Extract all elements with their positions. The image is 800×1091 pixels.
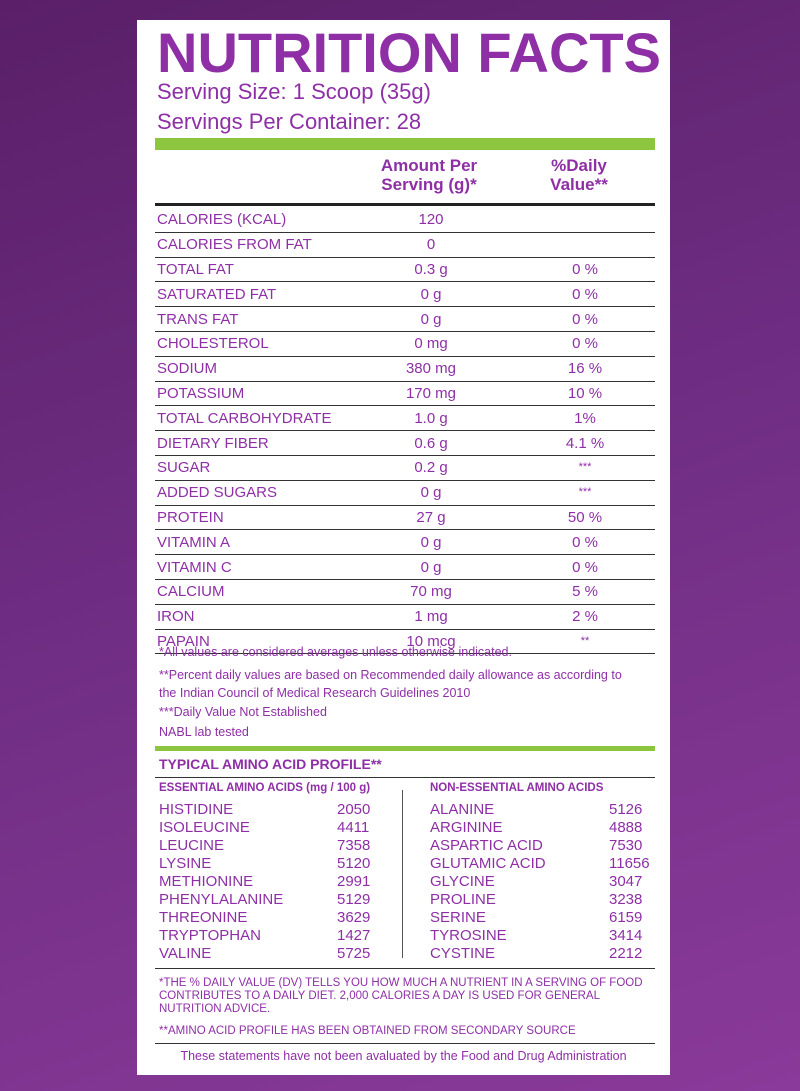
thick-rule (155, 203, 655, 206)
nutrient-amount: 0 g (371, 282, 491, 307)
dv-header-line1: %Daily (551, 156, 607, 175)
amino-row (430, 837, 660, 855)
nutrient-row (155, 431, 655, 456)
nutrient-name: IRON (155, 604, 371, 629)
nutrient-amount: 1.0 g (371, 406, 491, 431)
nutrient-amount: 170 mg (371, 381, 491, 406)
amount-column-header (359, 156, 499, 194)
nutrient-daily-value: *** (491, 455, 655, 480)
nutrient-daily-value: 0 % (491, 282, 655, 307)
amino-name: LEUCINE (159, 837, 225, 854)
nutrient-name: CHOLESTEROL (155, 331, 371, 356)
nutrient-name: TRANS FAT (155, 307, 371, 332)
amino-value: 5129 (337, 891, 371, 908)
amino-profile-title: TYPICAL AMINO ACID PROFILE** (159, 756, 382, 772)
nutrient-row (155, 480, 655, 505)
amino-value: 5126 (609, 801, 643, 818)
essential-amino-heading: ESSENTIAL AMINO ACIDS (mg / 100 g) (159, 782, 371, 794)
amino-column-divider (402, 790, 403, 958)
nutrient-name: POTASSIUM (155, 381, 371, 406)
nutrient-row (155, 208, 655, 232)
nutrient-name: ADDED SUGARS (155, 480, 371, 505)
note-nabl: NABL lab tested (159, 725, 249, 739)
dv-header-line2: Value** (550, 175, 608, 194)
amino-name: LYSINE (159, 855, 212, 872)
amino-row (159, 819, 399, 837)
nonessential-amino-heading: NON-ESSENTIAL AMINO ACIDS (430, 782, 604, 794)
nutrient-amount: 0 g (371, 530, 491, 555)
amino-row (159, 801, 399, 819)
nutrient-daily-value: ** (491, 629, 655, 654)
nutrient-daily-value: 0 % (491, 555, 655, 580)
nutrient-name: PAPAIN (155, 629, 371, 654)
servings-per-container: Servings Per Container: 28 (157, 109, 422, 134)
amino-value: 7530 (609, 837, 643, 854)
nutrient-name: SATURATED FAT (155, 282, 371, 307)
footer-rule-2 (155, 1043, 655, 1044)
amino-title-rule (155, 777, 655, 778)
amino-value: 6159 (609, 909, 643, 926)
amino-row (159, 891, 399, 909)
amino-footnote: **AMINO ACID PROFILE HAS BEEN OBTAINED FROM SECONDARY SOURCE (159, 1025, 576, 1037)
amino-row (159, 855, 399, 873)
amino-name: GLUTAMIC ACID (430, 855, 546, 872)
amino-name: TYROSINE (430, 927, 507, 944)
footer-rule (155, 968, 655, 969)
note-averages: *All values are considered averages unless otherwise indicated. (159, 645, 512, 659)
note-not-established: ***Daily Value Not Established (159, 705, 327, 719)
amino-value: 5120 (337, 855, 371, 872)
nutrient-row (155, 579, 655, 604)
dv-footnote: *THE % DAILY VALUE (DV) TELLS YOU HOW MUCH A NUTRIENT IN A SERVING OF FOOD CONTRIBUTES TO A DAILY DIET. 2,000 CALORIES A DAY IS USED FOR GENERAL NUTRITION ADVICE. (159, 977, 643, 1015)
amino-value: 4888 (609, 819, 643, 836)
amino-name: PHENYLALANINE (159, 891, 284, 908)
nutrient-name: CALORIES FROM FAT (155, 232, 371, 257)
nutrient-name: TOTAL FAT (155, 257, 371, 282)
nutrient-name: TOTAL CARBOHYDRATE (155, 406, 371, 431)
amino-name: VALINE (159, 945, 212, 962)
nutrient-row (155, 232, 655, 257)
amino-name: CYSTINE (430, 945, 496, 962)
amino-row (430, 855, 660, 873)
amino-row (430, 945, 660, 963)
nutrient-daily-value: 10 % (491, 381, 655, 406)
nutrient-daily-value: 0 % (491, 257, 655, 282)
nutrient-amount: 0 (371, 232, 491, 257)
amino-name: ALANINE (430, 801, 495, 818)
amino-value: 4411 (337, 819, 370, 836)
nutrient-row (155, 530, 655, 555)
amino-value: 11656 (609, 855, 650, 872)
nutrient-amount: 1 mg (371, 604, 491, 629)
amino-name: THREONINE (159, 909, 248, 926)
nutrient-amount: 0.6 g (371, 431, 491, 456)
amino-row (430, 891, 660, 909)
nutrient-amount: 0 g (371, 480, 491, 505)
amino-row (430, 927, 660, 945)
note-percent-line1: **Percent daily values are based on Recommended daily allowance as according to (159, 668, 622, 682)
amino-row (430, 909, 660, 927)
nutrient-row (155, 356, 655, 381)
nutrient-row (155, 604, 655, 629)
nutrient-amount: 0.2 g (371, 455, 491, 480)
nutrient-row (155, 257, 655, 282)
nutrient-daily-value: 1% (491, 406, 655, 431)
nutrient-name: CALCIUM (155, 579, 371, 604)
amino-value: 5725 (337, 945, 371, 962)
nutrient-name: VITAMIN C (155, 555, 371, 580)
amino-value: 3629 (337, 909, 371, 926)
nutrient-table (155, 208, 655, 654)
nutrient-name: VITAMIN A (155, 530, 371, 555)
amino-row (159, 927, 399, 945)
amino-name: ISOLEUCINE (159, 819, 250, 836)
nutrient-name: DIETARY FIBER (155, 431, 371, 456)
nutrient-name: SUGAR (155, 455, 371, 480)
amino-name: HISTIDINE (159, 801, 234, 818)
nutrient-daily-value: 0 % (491, 307, 655, 332)
serving-size: Serving Size: 1 Scoop (35g) (157, 79, 431, 104)
nutrient-row (155, 331, 655, 356)
nutrient-amount: 70 mg (371, 579, 491, 604)
nutrient-amount: 0 g (371, 555, 491, 580)
amino-value: 3414 (609, 927, 643, 944)
amino-name: PROLINE (430, 891, 496, 908)
nutrient-daily-value: 0 % (491, 331, 655, 356)
amino-value: 3238 (609, 891, 643, 908)
amino-name: METHIONINE (159, 873, 254, 890)
nutrient-row (155, 406, 655, 431)
fda-disclaimer: These statements have not been avaluated by the Food and Drug Administration (180, 1049, 627, 1063)
amino-row (430, 819, 660, 837)
amino-value: 2991 (337, 873, 371, 890)
amino-row (430, 873, 660, 891)
nutrient-daily-value (491, 232, 655, 257)
nutrient-amount: 10 mcg (371, 629, 491, 654)
nutrient-row (155, 555, 655, 580)
green-divider-top (155, 138, 655, 150)
nutrient-daily-value: 0 % (491, 530, 655, 555)
amino-value: 2212 (609, 945, 643, 962)
nutrient-name: PROTEIN (155, 505, 371, 530)
nutrient-row (155, 505, 655, 530)
nutrition-label (137, 20, 670, 1075)
amino-name: TRYPTOPHAN (159, 927, 261, 944)
essential-amino-list (159, 801, 399, 963)
amount-header-line1: Amount Per (380, 156, 478, 175)
nutrient-row (155, 307, 655, 332)
amino-name: ASPARTIC ACID (430, 837, 543, 854)
amino-row (430, 801, 660, 819)
nutrient-amount: 120 (371, 208, 491, 232)
nutrient-row (155, 282, 655, 307)
nutrient-amount: 0 mg (371, 331, 491, 356)
amino-row (159, 873, 399, 891)
nutrient-daily-value (491, 208, 655, 232)
nonessential-amino-list (430, 801, 660, 963)
amino-value: 1427 (337, 927, 371, 944)
nutrient-amount: 0 g (371, 307, 491, 332)
nutrient-amount: 380 mg (371, 356, 491, 381)
nutrient-amount: 0.3 g (371, 257, 491, 282)
amino-row (159, 909, 399, 927)
amino-row (159, 945, 399, 963)
nutrient-daily-value: 50 % (491, 505, 655, 530)
nutrient-name: SODIUM (155, 356, 371, 381)
note-percent-line2: the Indian Council of Medical Research Guidelines 2010 (159, 686, 471, 700)
green-divider-amino (155, 746, 655, 751)
amino-row (159, 837, 399, 855)
amino-value: 2050 (337, 801, 371, 818)
nutrient-row (155, 455, 655, 480)
amino-name: ARGININE (430, 819, 503, 836)
nutrient-row (155, 381, 655, 406)
nutrient-daily-value: *** (491, 480, 655, 505)
amount-header-line2: Serving (g)* (381, 175, 477, 194)
nutrient-daily-value: 2 % (491, 604, 655, 629)
label-title: NUTRITION FACTS (157, 21, 661, 84)
nutrient-name: CALORIES (KCAL) (155, 208, 371, 232)
amino-name: SERINE (430, 909, 486, 926)
nutrient-daily-value: 4.1 % (491, 431, 655, 456)
nutrient-daily-value: 5 % (491, 579, 655, 604)
dv-column-header (519, 156, 639, 194)
amino-value: 3047 (609, 873, 643, 890)
nutrient-amount: 27 g (371, 505, 491, 530)
amino-name: GLYCINE (430, 873, 495, 890)
nutrient-daily-value: 16 % (491, 356, 655, 381)
amino-value: 7358 (337, 837, 371, 854)
